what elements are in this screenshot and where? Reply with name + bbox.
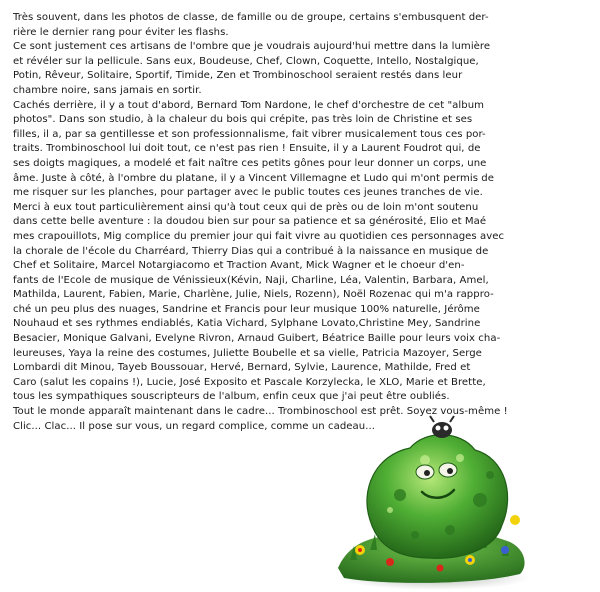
text-line: dans cette belle aventure : la doudou bien sur pour sa patience et sa générosité, Elio et Maé: [13, 216, 487, 228]
text-line: Merci à eux tout particulièrement ainsi qu'à tout ceux qui de près ou de loin m'ont soutenu: [13, 201, 479, 213]
text-line: Mathilda, Laurent, Fabien, Marie, Charlène, Julie, Niels, Rozenn), Noël Rozenac qui m'a rappro-: [13, 289, 494, 301]
text-line: Nouhaud et ses rythmes endiablés, Katia Vichard, Sylphane Lovato,Christine Mey, Sandrine: [13, 318, 481, 330]
text-line: leureuses, Yaya la reine des costumes, Juliette Boubelle et sa vielle, Patricia Mazoyer, Serge: [13, 347, 482, 359]
acknowledgements-text: [13, 11, 593, 434]
text-line: traits. Trombinoschool lui doit tout, ce n'est pas rien ! Ensuite, il y a Laurent Foudrot qui, de: [13, 143, 481, 155]
text-line: chambre noire, sans jamais en sortir.: [13, 84, 202, 96]
text-line: photos". Dans son studio, à la chaleur du bois qui crépite, pas très loin de Christine et ses: [13, 114, 473, 126]
green-monster-mascot-icon: [330, 400, 530, 590]
text-line: la chorale de l'école du Charréard, Thierry Dias qui a contribué à la naissance en musique de: [13, 245, 489, 257]
text-line: et révéler sur la pellicule. Sans eux, Boudeuse, Chef, Clown, Coquette, Intello, Nostalgique,: [13, 55, 479, 67]
text-line: Cachés derrière, il y a tout d'abord, Bernard Tom Nardone, le chef d'orchestre de cet "album: [13, 99, 485, 111]
text-line: ché un peu plus des nuages, Sandrine et Francis pour leur musique 100% naturelle, Jérôme: [13, 303, 480, 315]
text-line: Lombardi dit Minou, Tayeb Boussouar, Hervé, Bernard, Sylvie, Laurence, Mathilde, Fred et: [13, 362, 471, 374]
text-line: âme. Juste à côté, à l'ombre du platane, il y a Vincent Villemagne et Ludo qui m'ont permis de: [13, 172, 495, 184]
text-line: Ce sont justement ces artisans de l'ombre que je voudrais aujourd'hui mettre dans la lumière: [13, 41, 491, 53]
text-line: Chef et Solitaire, Marcel Notargiacomo et Traction Avant, Mick Wagner et le choeur d'en-: [13, 260, 465, 272]
text-line: mes crapouillots, Mig complice du premier jour qui fait vivre au quotidien ces personnages avec: [13, 230, 505, 242]
text-line: Très souvent, dans les photos de classe, de famille ou de groupe, certains s'embusquent der-: [13, 12, 489, 23]
text-line: rière le dernier rang pour éviter les flashs.: [13, 26, 229, 38]
text-line: ses doigts magiques, a modelé et fait naître ces petits gônes pour leur donner un corps, une: [13, 157, 487, 169]
text-line: Caro (salut les copains !), Lucie, José Exposito et Pascale Korzylecka, le XLO, Marie et Brette,: [13, 376, 486, 388]
text-line: Potin, Rêveur, Solitaire, Sportif, Timide, Zen et Trombinoschool seraient restés dans leur: [13, 70, 463, 82]
text-line: Clic... Clac... Il pose sur vous, un regard complice, comme un cadeau...: [13, 420, 375, 432]
text-line: fants de l'Ecole de musique de Vénissieux(Kévin, Naji, Charline, Léa, Valentin, Barbara, Amel,: [13, 274, 489, 286]
text-line: Tout le monde apparaît maintenant dans le cadre... Trombinoschool est prêt. Soyez vous-même !: [13, 406, 508, 418]
text-line: filles, il a, par sa gentillesse et son professionnalisme, fait vibrer musicalement tous ces por-: [13, 128, 486, 140]
text-line: tous les sympathiques souscripteurs de l'album, enfin ceux que j'ai peut être oubliés.: [13, 391, 450, 403]
text-line: me risquer sur les planches, pour partager avec le public toutes ces jeunes tranches de vie.: [13, 187, 483, 199]
text-line: Besacier, Monique Galvani, Evelyne Rivron, Arnaud Guibert, Béatrice Baille pour leurs voix cha-: [13, 333, 501, 345]
